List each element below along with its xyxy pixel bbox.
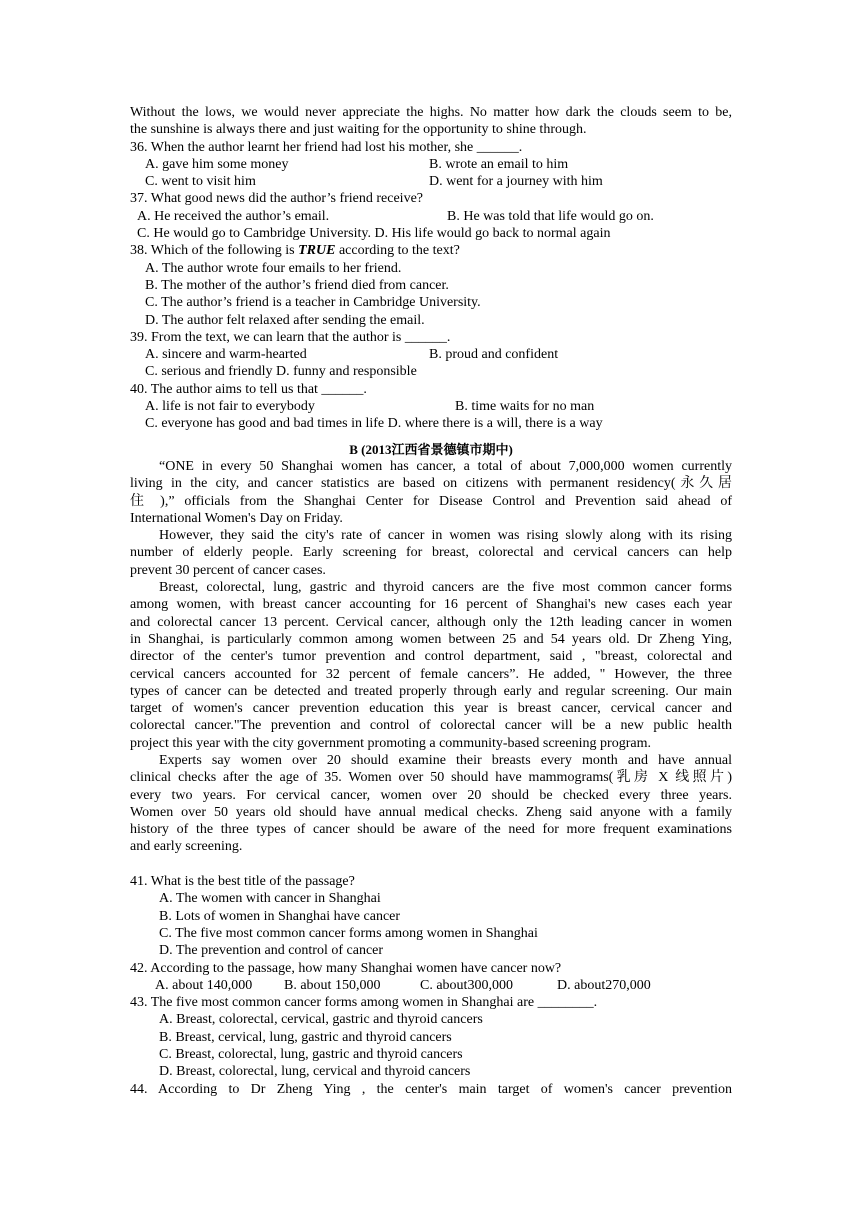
option: A. He received the author’s email. [137, 208, 330, 224]
option: B. The mother of the author’s friend died from cancer. [145, 277, 449, 293]
passage-a-line: Without the lows, we would never appreciate the highs. No matter how dark the clouds seem to be, [130, 105, 732, 120]
paragraph-line: every two years. For cervical cancer, women over 20 should be checked every three years. [130, 787, 732, 803]
paragraph-line: However, they said the city's rate of cancer in women was rising slowly along with its rising [159, 528, 732, 544]
passage-b-paragraph-1 [130, 458, 732, 527]
passage-b-heading: B (2013江西省景德镇市期中) [349, 441, 513, 457]
option: C. Breast, colorectal, lung, gastric and thyroid cancers [159, 1047, 463, 1063]
question-36-stem: 36. When the author learnt her friend had lost his mother, she ______. [130, 139, 523, 155]
option: C. The author’s friend is a teacher in Cambridge University. [145, 295, 481, 311]
stem-emphasis: TRUE [298, 243, 336, 259]
stem-part: according to the text? [335, 243, 460, 259]
option: B. about 150,000 [284, 977, 381, 993]
question-44-stem: 44. According to Dr Zheng Ying , the center's main target of women's cancer prevention [130, 1081, 732, 1097]
paragraph-line: types of cancer can be detected and treated properly through early and regular screening. Our main [130, 683, 732, 699]
paragraph-line: history of the three types of cancer should be aware of the need for more frequent examinations [130, 822, 732, 838]
paragraph-line: colorectal cancer."The prevention and control of colorectal cancer will be a new public health [130, 718, 732, 734]
document-page [130, 104, 732, 1098]
option: B. Lots of women in Shanghai have cancer [159, 908, 401, 924]
option: C. about300,000 [420, 977, 513, 993]
paragraph-line: cervical cancers accounted for 32 percent of female cancers”. He added, " However, the three [130, 666, 732, 682]
option: B. wrote an email to him [429, 156, 569, 172]
option: D. The prevention and control of cancer [159, 943, 384, 959]
option: A. The women with cancer in Shanghai [159, 891, 381, 907]
paragraph-line: Experts say women over 20 should examine their breasts every month and have annual [159, 752, 732, 768]
paragraph-line: and colorectal cancer 13 percent. Cervical cancer, although only the 12th leading cancer in women [130, 614, 732, 630]
question-37-options-line: C. He would go to Cambridge University. D. His life would go back to normal again [137, 226, 611, 242]
question-40-options-row [130, 398, 732, 415]
option: A. about 140,000 [155, 977, 253, 993]
paragraph-line: clinical checks after the age of 35. Women over 50 should have mammograms(乳房 X 线照片) [130, 770, 732, 786]
question-37-stem: 37. What good news did the author’s friend receive? [130, 191, 424, 207]
option: C. The five most common cancer forms among women in Shanghai [159, 925, 538, 941]
question-42-options-row [130, 977, 732, 994]
question-39-options-line: C. serious and friendly D. funny and responsible [145, 364, 417, 380]
option: A. The author wrote four emails to her friend. [145, 260, 402, 276]
paragraph-line: prevent 30 percent of cancer cases. [130, 562, 326, 578]
option: A. sincere and warm-hearted [145, 347, 307, 363]
paragraph-line: 住 ),” officials from the Shanghai Center for Disease Control and Prevention said ahead of [130, 493, 732, 509]
paragraph-line: and early screening. [130, 839, 243, 855]
option: D. The author felt relaxed after sending the email. [145, 312, 425, 328]
question-38-stem [130, 242, 732, 259]
paragraph-line: target of women's cancer prevention education this year is breast cancer, cervical cancer and [130, 701, 732, 717]
option: D. went for a journey with him [429, 174, 603, 190]
passage-b-paragraph-2 [130, 527, 732, 579]
paragraph-line: number of elderly people. Early screening for breast, colorectal and cervical cancers can help [130, 545, 732, 561]
paragraph-line: “ONE in every 50 Shanghai women has cancer, a total of about 7,000,000 women currently [159, 458, 732, 474]
paragraph-line: living in the city, and cancer statistics are based on citizens with permanent residency(永久居 [130, 476, 732, 492]
question-39-options-row [130, 346, 732, 363]
question-41-stem: 41. What is the best title of the passage? [130, 874, 355, 890]
paragraph-line: Breast, colorectal, lung, gastric and thyroid cancers are the five most common cancer forms [159, 580, 732, 596]
paragraph-line: project this year with the city government promoting a community-based screening program. [130, 735, 651, 751]
option: B. proud and confident [429, 347, 559, 363]
paragraph-line: director of the center's tumor prevention and control department, said , "breast, colorectal and [130, 649, 732, 665]
paragraph-line: among women, with breast cancer accounting for 16 percent of Shanghai's new cases each year [130, 597, 732, 613]
question-42-stem: 42. According to the passage, how many Shanghai women have cancer now? [130, 960, 562, 976]
question-40-options-line: C. everyone has good and bad times in life D. where there is a will, there is a way [145, 416, 603, 432]
question-37-options-row [130, 208, 732, 225]
spacer [130, 856, 732, 873]
passage-a-line: the sunshine is always there and just waiting for the opportunity to shine through. [130, 122, 587, 138]
question-43-stem: 43. The five most common cancer forms among women in Shanghai are ________. [130, 995, 598, 1011]
option: A. Breast, colorectal, cervical, gastric and thyroid cancers [159, 1012, 483, 1028]
passage-b-paragraph-4 [130, 752, 732, 856]
option: B. He was told that life would go on. [447, 208, 654, 224]
option: A. gave him some money [145, 156, 289, 172]
option: D. Breast, colorectal, lung, cervical and thyroid cancers [159, 1064, 471, 1080]
question-39-stem: 39. From the text, we can learn that the author is ______. [130, 329, 451, 345]
option: B. Breast, cervical, lung, gastric and thyroid cancers [159, 1029, 452, 1045]
passage-b-paragraph-3 [130, 579, 732, 752]
paragraph-line: in Shanghai, is particularly common among women between 25 and 54 years old. Dr Zheng Ying, [130, 631, 732, 647]
stem-part: 38. Which of the following is [130, 243, 299, 259]
question-36-options-row [130, 156, 732, 173]
option: D. about270,000 [557, 977, 651, 993]
paragraph-line: International Women's Day on Friday. [130, 510, 343, 526]
question-40-stem: 40. The author aims to tell us that ______. [130, 381, 367, 397]
option: C. went to visit him [145, 174, 256, 190]
question-36-options-row [130, 173, 732, 190]
option: A. life is not fair to everybody [145, 399, 315, 415]
option: B. time waits for no man [455, 399, 595, 415]
paragraph-line: Women over 50 years old should have annual medical checks. Zheng said anyone with a family [130, 804, 732, 820]
